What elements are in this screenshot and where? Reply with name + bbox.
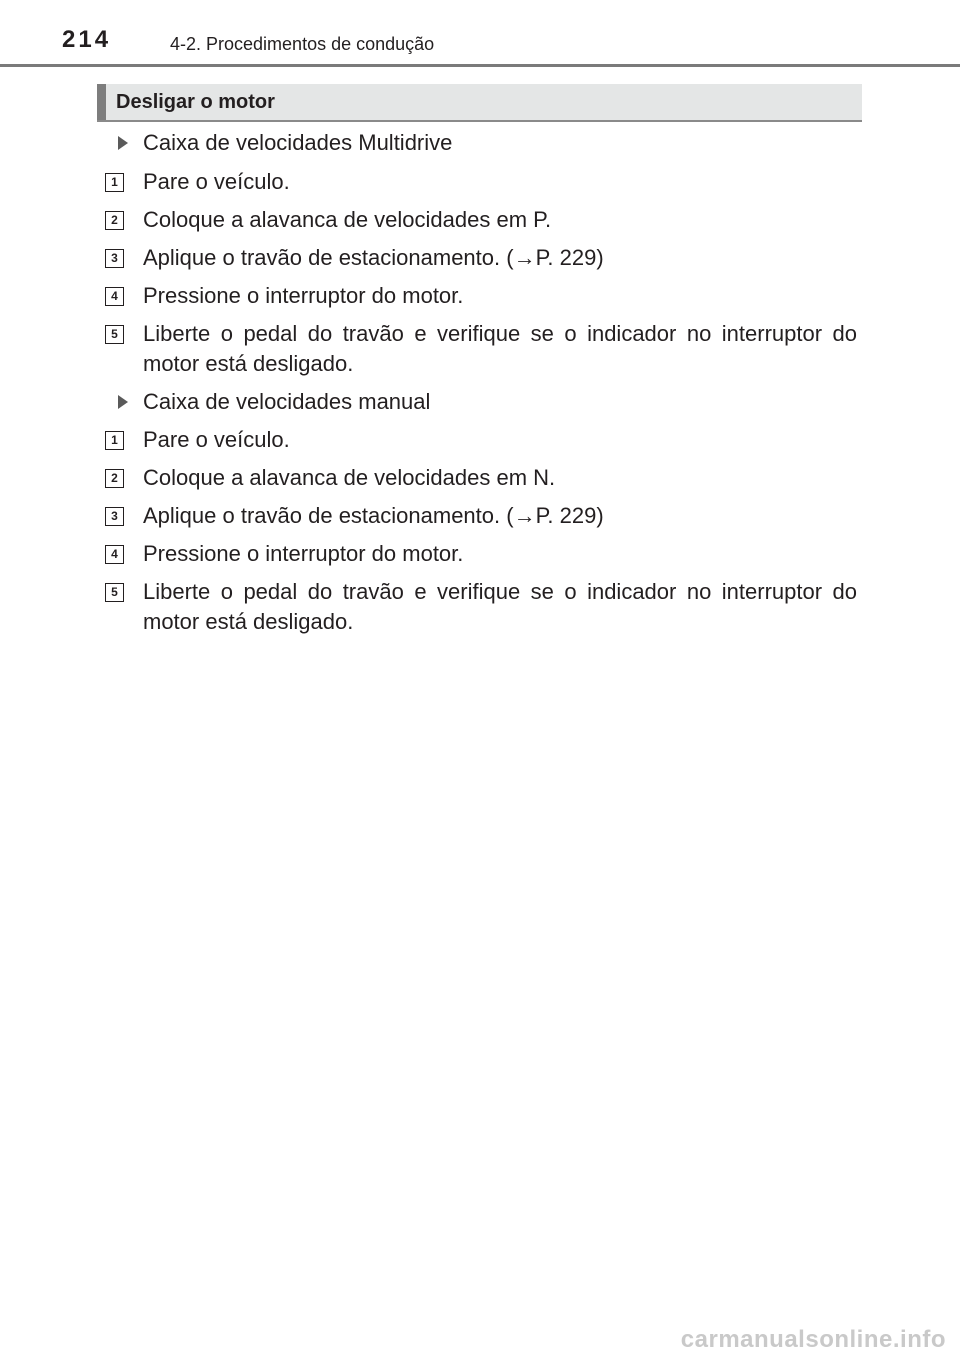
manual-step-5 [105,577,857,637]
step-text: Aplique o travão de estacionamento. (→P. 229) [143,245,604,270]
step-number-badge: 5 [105,325,124,344]
step-number-badge: 3 [105,249,124,268]
section-title-box [97,84,862,122]
header-divider [0,64,960,67]
step-text: Liberte o pedal do travão e verifique se o indicador no interruptor do motor está desligado. [143,579,857,634]
step-number-badge: 2 [105,469,124,488]
multidrive-step-5 [105,319,857,379]
watermark: carmanualsonline.info [680,1326,946,1353]
step-text: Pare o veículo. [143,169,290,194]
page-header [0,0,960,66]
step-number-badge: 4 [105,545,124,564]
multidrive-heading-text: Caixa de velocidades Multidrive [143,130,453,155]
manual-heading-text: Caixa de velocidades manual [143,389,431,414]
step-text: Pare o veículo. [143,427,290,452]
triangle-bullet-icon [118,395,128,409]
step-number-badge: 4 [105,287,124,306]
step-text: Pressione o interruptor do motor. [143,283,464,308]
step-number-badge: 3 [105,507,124,526]
multidrive-step-3 [105,243,857,273]
multidrive-step-1 [105,167,857,197]
manual-step-3 [105,501,857,531]
step-number-badge: 1 [105,173,124,192]
step-text: Coloque a alavanca de velocidades em P. [143,207,552,232]
step-number-badge: 5 [105,583,124,602]
triangle-bullet-icon [118,136,128,150]
multidrive-step-4 [105,281,857,311]
step-number-badge: 2 [105,211,124,230]
manual-heading [118,387,430,417]
step-number-badge: 1 [105,431,124,450]
multidrive-step-2 [105,205,857,235]
manual-step-1 [105,425,857,455]
step-text: Coloque a alavanca de velocidades em N. [143,465,556,490]
multidrive-heading [118,128,452,158]
manual-step-2 [105,463,857,493]
step-text: Aplique o travão de estacionamento. (→P. 229) [143,503,604,528]
page-number: 214 [62,26,112,53]
section-title: Desligar o motor [116,91,275,113]
step-text: Liberte o pedal do travão e verifique se o indicador no interruptor do motor está desligado. [143,321,857,376]
chapter-title: 4-2. Procedimentos de condução [170,34,435,54]
section-accent-bar [97,84,106,120]
step-text: Pressione o interruptor do motor. [143,541,464,566]
manual-step-4 [105,539,857,569]
